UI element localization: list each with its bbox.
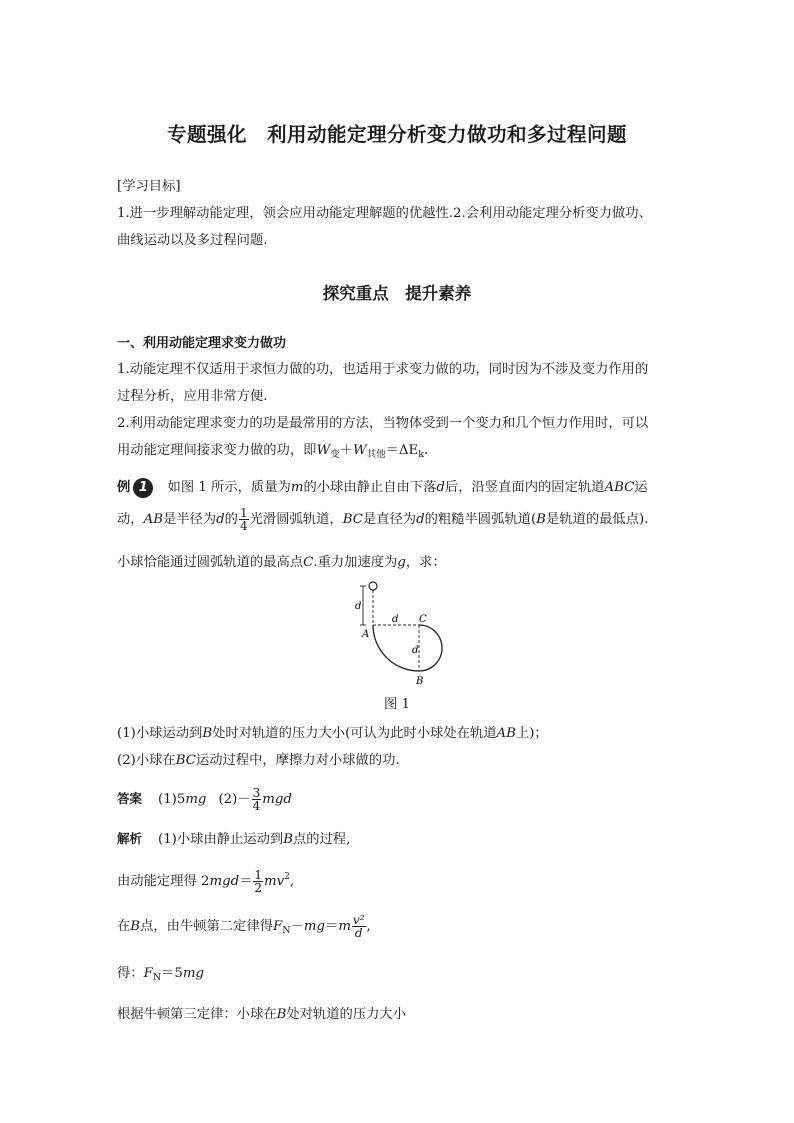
an-l5: 根据牛顿第三定律：小球在 <box>117 1007 277 1022</box>
w-symbol: W <box>316 443 331 458</box>
objectives-line-1: 1.进一步理解动能定理，领会应用动能定理解题的优越性.2.会利用动能定理分析变力做功、 <box>117 206 652 221</box>
d-right-label: d <box>412 645 419 656</box>
ex-l1-b: 的小球由静止自由下落 <box>303 480 437 495</box>
an-l4-eq: ＝5 <box>161 966 183 981</box>
ex-l2-f: 的粗糙半圆弧轨道( <box>424 512 537 527</box>
ex-l1-d: 运 <box>634 480 648 495</box>
an-l4-mg: mg <box>182 966 205 981</box>
analysis-line-3 <box>117 914 371 939</box>
objectives-header: [学习目标] <box>117 179 181 194</box>
an-l5-b-symbol: B <box>276 1007 287 1022</box>
part1-p1-line2: 过程分析，应用非常方便. <box>117 389 268 404</box>
d-mid-label: d <box>392 614 399 625</box>
answer-frac-den: 4 <box>252 799 261 813</box>
label-a: A <box>362 629 370 640</box>
frac-den: 4 <box>239 519 248 533</box>
ex-l2-d: 光滑圆弧轨道， <box>249 512 343 527</box>
section-title: 探究重点 提升素养 <box>322 284 472 303</box>
quarter-fraction <box>239 507 249 532</box>
d-top-label: d <box>355 601 362 612</box>
an-l3-b-symbol: B <box>130 919 141 934</box>
ex-bc: BC <box>342 512 363 527</box>
part1-p2-line2 <box>117 439 428 458</box>
ex-d3: d <box>416 512 425 527</box>
q2-a: (2)小球在 <box>117 753 176 768</box>
answer-label: 答案 <box>117 791 143 806</box>
sub-k: k <box>418 449 424 460</box>
track-diagram <box>340 577 460 689</box>
part1-p2-line1: 2.利用动能定理求变力的功是最常用的方法，当物体受到一个变力和几个恒力作用时，可以 <box>117 416 649 431</box>
answer-1: (1)5 <box>158 792 186 807</box>
an-l2-mgd: mgd <box>209 874 240 889</box>
an-l2-mv: mv <box>264 874 285 889</box>
sub-bian: 变 <box>330 449 340 460</box>
ex-l3-c: ，求： <box>405 555 446 570</box>
an-l3-end: , <box>366 919 371 934</box>
an-l1-b-symbol: B <box>283 832 294 847</box>
analysis-line-2 <box>117 869 294 894</box>
ex-l2-a: 动， <box>117 512 144 527</box>
an-l1-b: 点的过程, <box>293 832 351 847</box>
ex-l2-c: 的 <box>224 512 238 527</box>
ex-d2: d <box>216 512 225 527</box>
q2-bc-symbol: BC <box>175 753 196 768</box>
analysis-line-4 <box>117 962 204 981</box>
d-den: d <box>354 926 363 940</box>
an-l3-minus: － <box>290 919 304 934</box>
q1-c: 上)； <box>515 726 548 741</box>
half-num: 1 <box>254 868 263 882</box>
frac-num: 1 <box>239 506 248 520</box>
answer-mg: mg <box>185 792 207 807</box>
answer-line <box>117 787 292 812</box>
ex-ab: AB <box>143 512 163 527</box>
figure-caption: 图 1 <box>384 697 410 712</box>
an-l4-f: F <box>143 966 153 981</box>
example-line-2 <box>117 507 648 532</box>
answer-fraction <box>252 787 262 812</box>
example-label: 例 <box>117 480 131 495</box>
analysis-label: 解析 <box>117 831 143 846</box>
page-title: 专题强化 利用动能定理分析变力做功和多过程问题 <box>166 123 627 146</box>
an-l4-n: N <box>152 972 162 983</box>
an-l2-sup: 2 <box>284 872 290 882</box>
label-c: C <box>419 614 427 625</box>
question-1 <box>117 722 548 741</box>
answer-2: (2)－ <box>218 792 251 807</box>
half-fraction <box>253 869 263 894</box>
ball-icon <box>369 582 377 590</box>
w-symbol-2: W <box>352 443 367 458</box>
q1-b: 处时对轨道的压力大小(可认为此时小球处在轨道 <box>212 726 497 741</box>
an-l1-a: (1)小球由静止运动到 <box>158 832 284 847</box>
an-l3-m: m <box>338 919 351 934</box>
an-l3-f: F <box>273 919 283 934</box>
v2-num: v² <box>352 913 365 927</box>
eq-rhs: ＝ΔE <box>385 443 419 458</box>
an-l2-end: , <box>289 874 295 889</box>
ex-l2-e: 是直径为 <box>362 512 417 527</box>
half-arc-bc <box>419 625 442 671</box>
ex-l1-a: 如图 1 所示，质量为 <box>167 480 291 495</box>
half-den: 2 <box>254 881 263 895</box>
q1-ab-symbol: AB <box>496 726 516 741</box>
example-line-1 <box>117 476 648 498</box>
ex-g: g <box>397 555 406 570</box>
part1-p1-line1: 1.动能定理不仅适用于求恒力做的功，也适用于求变力做的功，同时因为不涉及变力作用的 <box>117 362 649 377</box>
analysis-line-1 <box>117 828 350 847</box>
an-l3-n: N <box>282 925 291 936</box>
an-l3-mg: mg <box>303 919 326 934</box>
an-l2-eq: ＝ <box>239 874 253 889</box>
ex-l3-b: .重力加速度为 <box>313 555 398 570</box>
p2-prefix: 用动能定理间接求变力做的功，即 <box>117 443 317 458</box>
ex-l2-g: 是轨道的最低点). <box>545 512 649 527</box>
ex-l1-c: 后，沿竖直面内的固定轨道 <box>444 480 605 495</box>
example-number-badge: 1 <box>133 478 153 498</box>
ex-b: B <box>536 512 546 527</box>
analysis-line-5 <box>117 1003 406 1022</box>
sub-qita: 其他 <box>366 449 386 460</box>
an-l3-a: 在 <box>117 919 131 934</box>
objectives-line-2: 曲线运动以及多过程问题. <box>117 233 268 248</box>
an-l3-eq: ＝ <box>325 919 339 934</box>
q1-a: (1)小球运动到 <box>117 726 203 741</box>
an-l4-a: 得： <box>117 966 144 981</box>
an-l2-a: 由动能定理得 2 <box>117 874 210 889</box>
v2-over-d-fraction <box>352 914 366 939</box>
ex-l3-a: 小球恰能通过圆弧轨道的最高点 <box>117 555 304 570</box>
ex-l2-b: 是半径为 <box>162 512 217 527</box>
plus-sign: ＋ <box>339 443 353 458</box>
part1-heading: 一、利用动能定理求变力做功 <box>117 336 287 351</box>
q2-b: 运动过程中，摩擦力对小球做的功. <box>195 753 400 768</box>
ex-d: d <box>436 480 445 495</box>
an-l5-b: 处对轨道的压力大小 <box>286 1007 407 1022</box>
answer-mgd: mgd <box>262 792 292 807</box>
ex-abc: ABC <box>604 480 635 495</box>
example-line-3 <box>117 551 446 570</box>
an-l3-b: 点，由牛顿第二定律得 <box>140 919 274 934</box>
ex-c: C <box>303 555 314 570</box>
label-b: B <box>416 676 424 687</box>
eq-period: . <box>424 443 429 458</box>
ex-m: m <box>290 480 304 495</box>
q1-b-symbol: B <box>202 726 213 741</box>
answer-frac-num: 3 <box>252 786 261 800</box>
question-2 <box>117 749 400 768</box>
